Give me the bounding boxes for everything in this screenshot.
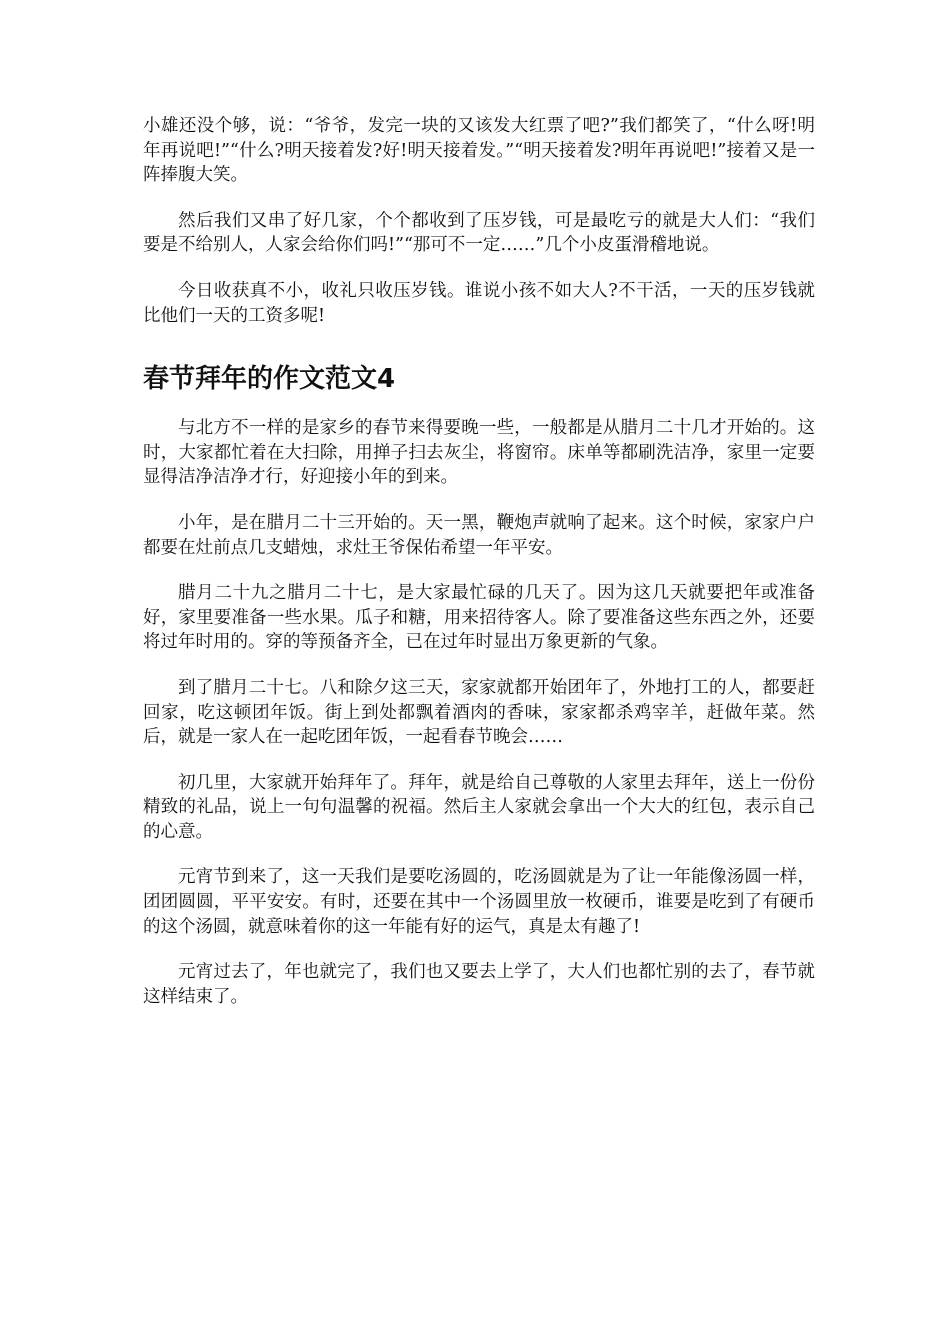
paragraph: 到了腊月二十七。八和除夕这三天，家家就都开始团年了，外地打工的人，都要赶回家，吃这顿团年饭。街上到处都飘着酒肉的香味，家家都杀鸡宰羊，赶做年菜。然后，就是一家人在一起吃团年饭，一起看春节晚会…… xyxy=(143,677,815,748)
paragraph: 元宵过去了，年也就完了，我们也又要去上学了，大人们也都忙别的去了，春节就这样结束了。 xyxy=(143,962,815,1007)
paragraph: 然后我们又串了好几家，个个都收到了压岁钱，可是最吃亏的就是大人们：“我们要是不给别人，人家会给你们吗!”“那可不一定……”几个小皮蛋滑稽地说。 xyxy=(143,210,815,256)
document-page xyxy=(143,114,815,1009)
paragraph: 初几里，大家就开始拜年了。拜年，就是给自己尊敬的人家里去拜年，送上一份份精致的礼品，说上一句句温馨的祝福。然后主人家就会拿出一个大大的红包，表示自己的心意。 xyxy=(143,772,815,842)
paragraph: 腊月二十九之腊月二十七，是大家最忙碌的几天了。因为这几天就要把年或准备好，家里要准备一些水果。瓜子和糖，用来招待客人。除了要准备这些东西之外，还要将过年时用的。穿的等预备齐全，已在过年时显出万象更新的气象。 xyxy=(143,583,815,653)
paragraph: 小雄还没个够，说：“爷爷，发完一块的又该发大红票了吧?”我们都笑了，“什么呀!明年再说吧!”“什么?明天接着发?好!明天接着发。”“明天接着发?明年再说吧!”接着又是一阵捧腹大笑。 xyxy=(143,116,815,186)
paragraph: 今日收获真不小，收礼只收压岁钱。谁说小孩不如大人?不干活，一天的压岁钱就比他们一天的工资多呢! xyxy=(143,280,815,326)
section-title: 春节拜年的作文范文4 xyxy=(143,364,396,395)
paragraph: 元宵节到来了，这一天我们是要吃汤圆的，吃汤圆就是为了让一年能像汤圆一样，团团圆圆，平平安安。有时，还要在其中一个汤圆里放一枚硬币，谁要是吃到了有硬币的这个汤圆，就意味着你的这一年能有好的运气，真是太有趣了! xyxy=(143,867,815,937)
paragraph: 小年，是在腊月二十三开始的。天一黑，鞭炮声就响了起来。这个时候，家家户户都要在灶前点几支蜡烛，求灶王爷保佑希望一年平安。 xyxy=(143,512,815,558)
paragraph: 与北方不一样的是家乡的春节来得要晚一些，一般都是从腊月二十几才开始的。这时，大家都忙着在大扫除，用掸子扫去灰尘，将窗帘。床单等都刷洗洁净，家里一定要显得洁净洁净才行，好迎接小年的到来。 xyxy=(143,418,815,488)
